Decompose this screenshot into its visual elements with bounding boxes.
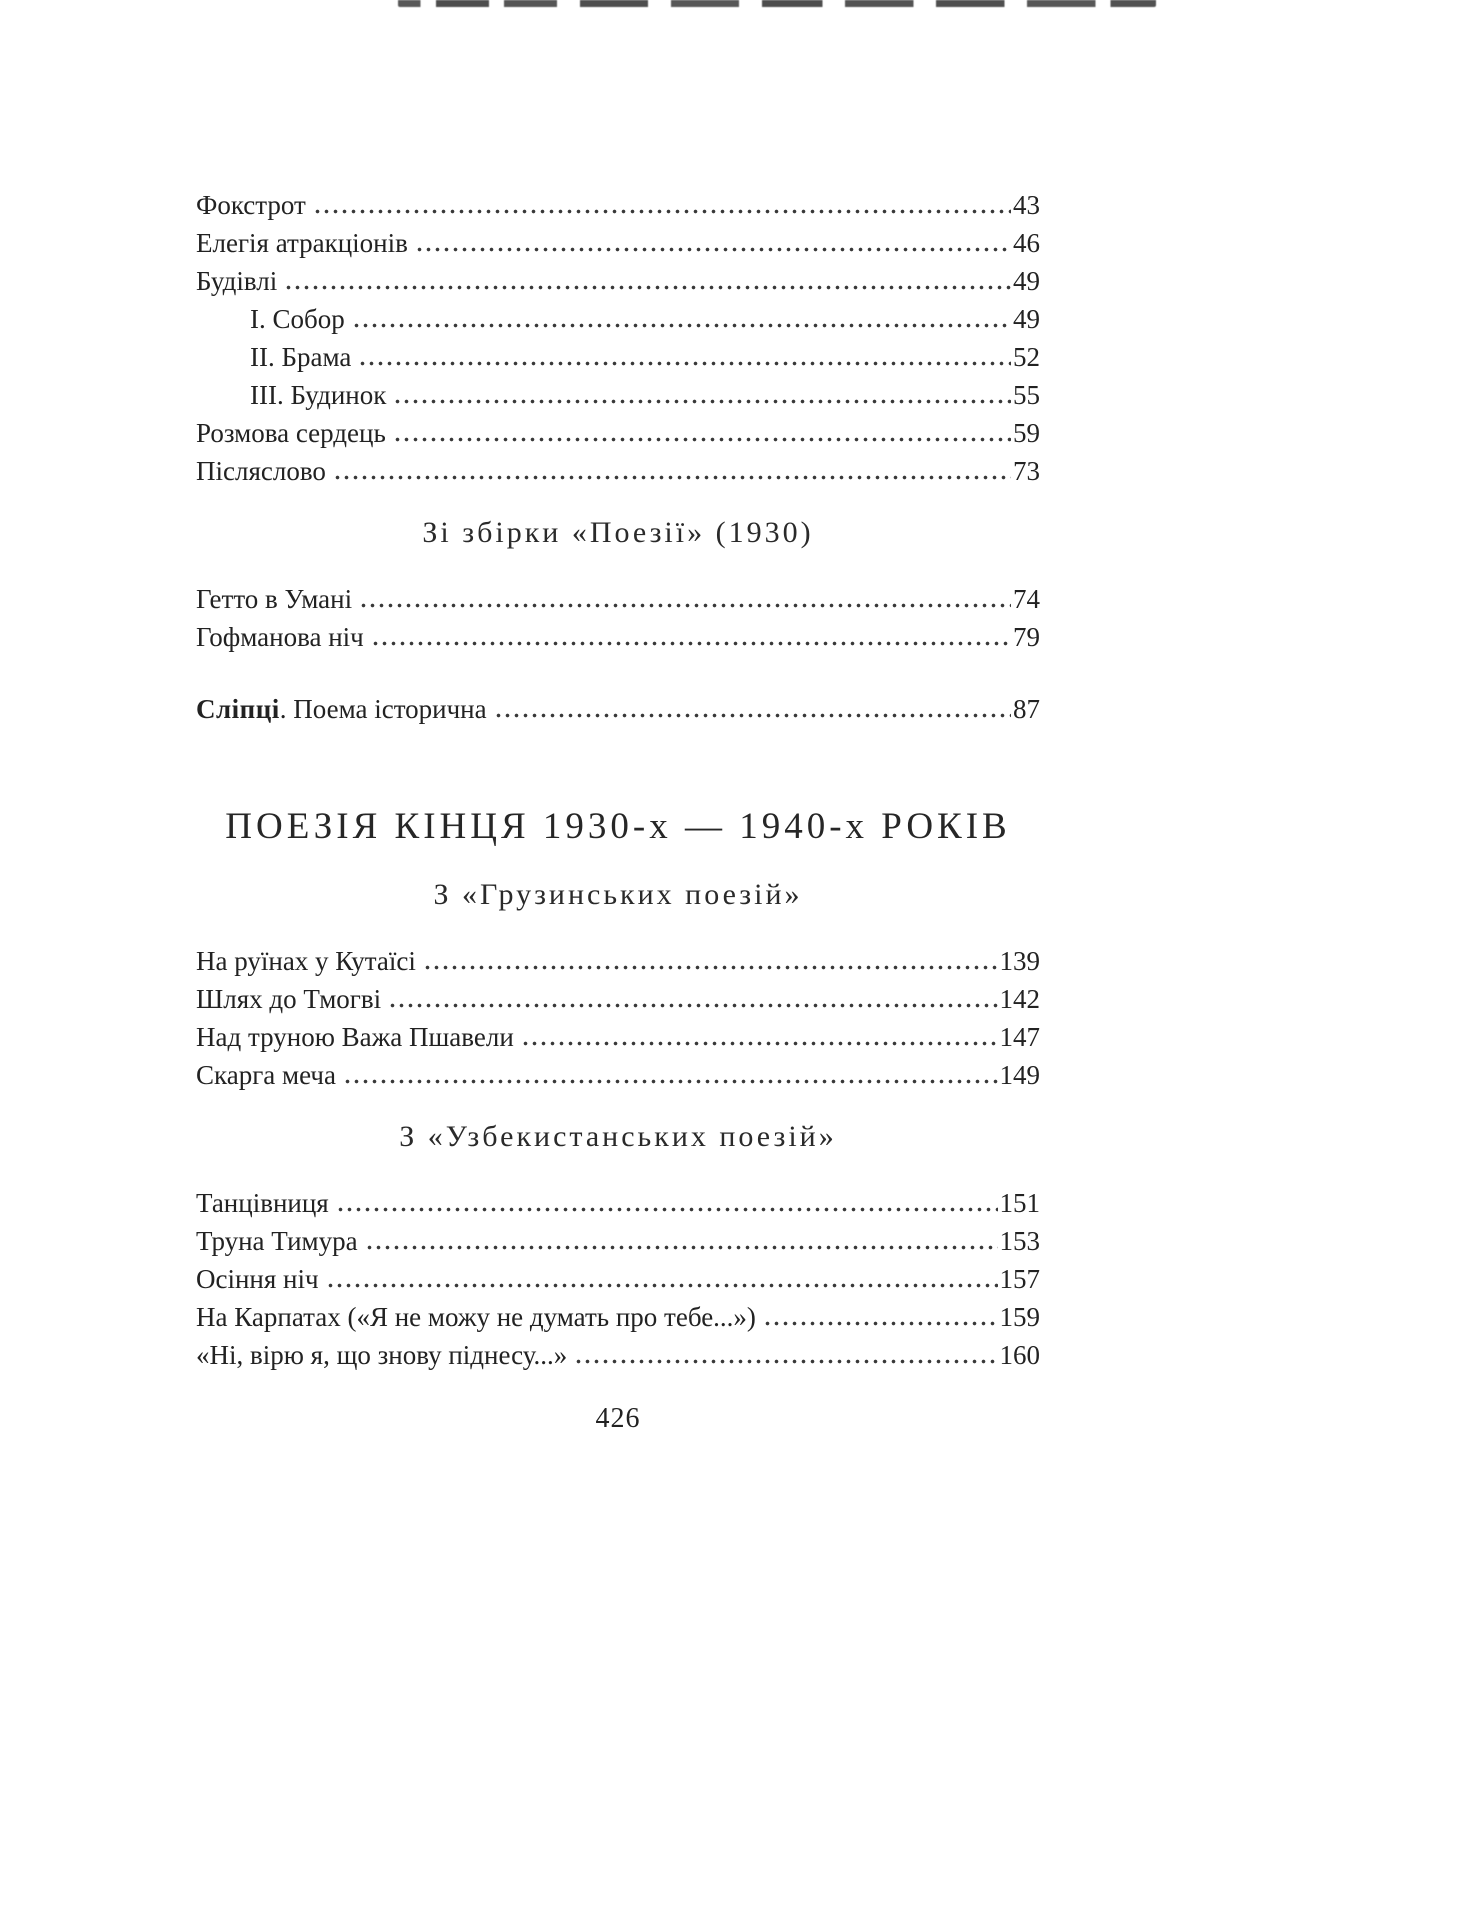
toc-entry bbox=[196, 690, 1040, 728]
toc-entry bbox=[196, 186, 1040, 224]
toc-entry-group bbox=[196, 186, 1040, 490]
toc-entry-title: Гетто в Умані bbox=[196, 584, 353, 614]
section-heading: З «Узбекистанських поезій» bbox=[399, 1120, 837, 1153]
toc-entry bbox=[196, 942, 1040, 980]
toc-entry-title: «Ні, вірю я, що знову піднесу...» bbox=[196, 1340, 568, 1370]
toc-entry-title: Фокстрот bbox=[196, 190, 306, 220]
dot-leader bbox=[282, 262, 1011, 300]
dot-leader bbox=[350, 300, 1011, 338]
toc-entry-page-number: 52 bbox=[1013, 342, 1040, 372]
dot-leader bbox=[391, 414, 1011, 452]
toc bbox=[196, 186, 1040, 1374]
toc-entry-page-number: 74 bbox=[1013, 584, 1040, 614]
dot-leader bbox=[492, 690, 1011, 728]
toc-entry bbox=[196, 618, 1040, 656]
toc-entry bbox=[196, 1184, 1040, 1222]
toc-entry-page-number: 43 bbox=[1013, 190, 1040, 220]
toc-entry-title: Розмова сердець bbox=[196, 418, 386, 448]
toc-entry-page-number: 59 bbox=[1013, 418, 1040, 448]
toc-entry-page-number: 55 bbox=[1013, 380, 1040, 410]
dot-leader bbox=[386, 980, 997, 1018]
toc-entry-title: III. Будинок bbox=[250, 380, 387, 410]
toc-entry bbox=[196, 452, 1040, 490]
toc-entry-page-number: 147 bbox=[999, 1022, 1040, 1052]
toc-entry bbox=[196, 1336, 1040, 1374]
toc-entry bbox=[196, 224, 1040, 262]
toc-entry-title: I. Собор bbox=[250, 304, 345, 334]
toc-entry bbox=[250, 338, 1040, 376]
toc-entry-title: Сліпці. Поема історична bbox=[196, 694, 487, 724]
section-heading-major: ПОЕЗІЯ КІНЦЯ 1930-х — 1940-х РОКІВ bbox=[225, 806, 1011, 847]
toc-entry-title: Осіння ніч bbox=[196, 1264, 319, 1294]
toc-entry-page-number: 87 bbox=[1013, 694, 1040, 724]
toc-entry-page-number: 139 bbox=[999, 946, 1040, 976]
toc-entry-title: На руїнах у Кутаїсі bbox=[196, 946, 416, 976]
toc-entry-page-number: 153 bbox=[999, 1226, 1040, 1256]
dot-leader bbox=[331, 452, 1011, 490]
toc-entry-page-number: 79 bbox=[1013, 622, 1040, 652]
toc-entry-page-number: 73 bbox=[1013, 456, 1040, 486]
toc-entry bbox=[196, 580, 1040, 618]
dot-leader bbox=[391, 376, 1011, 414]
dot-leader bbox=[761, 1298, 998, 1336]
toc-entry bbox=[196, 1260, 1040, 1298]
toc-entry-title: Шлях до Тмогві bbox=[196, 984, 382, 1014]
section-heading: Зі збірки «Поезії» (1930) bbox=[422, 516, 814, 549]
toc-entry bbox=[196, 1056, 1040, 1094]
toc-entry-page-number: 159 bbox=[999, 1302, 1040, 1332]
toc-entry bbox=[250, 376, 1040, 414]
toc-entry bbox=[196, 1222, 1040, 1260]
toc-entry-title: Післяслово bbox=[196, 456, 326, 486]
toc-entry-page-number: 160 bbox=[999, 1340, 1040, 1370]
section-heading: З «Грузинських поезій» bbox=[433, 878, 803, 911]
toc-entry-title: На Карпатах («Я не можу не думать про тебе...») bbox=[196, 1302, 756, 1332]
toc-entry bbox=[250, 300, 1040, 338]
dot-leader bbox=[572, 1336, 997, 1374]
dot-leader bbox=[356, 338, 1011, 376]
toc-entry-page-number: 142 bbox=[999, 984, 1040, 1014]
dot-leader bbox=[341, 1056, 998, 1094]
toc-entry bbox=[196, 1018, 1040, 1056]
toc-entry bbox=[196, 414, 1040, 452]
dot-leader bbox=[519, 1018, 998, 1056]
toc-entry bbox=[196, 1298, 1040, 1336]
toc-entry-title: Танцівниця bbox=[196, 1188, 329, 1218]
toc-entry-page-number: 151 bbox=[999, 1188, 1040, 1218]
toc-entry-title: Гофманова ніч bbox=[196, 622, 364, 652]
toc-entry-title: Над труною Важа Пшавели bbox=[196, 1022, 514, 1052]
toc-entry-page-number: 149 bbox=[999, 1060, 1040, 1090]
toc-entry-page-number: 157 bbox=[999, 1264, 1040, 1294]
toc-entry-title: Скарга меча bbox=[196, 1060, 336, 1090]
toc-entry-title: Будівлі bbox=[196, 266, 278, 296]
toc-entry-page-number: 46 bbox=[1013, 228, 1040, 258]
toc-entry-group bbox=[196, 580, 1040, 656]
toc-entry-title: Елегія атракціонів bbox=[196, 228, 408, 258]
toc-entry bbox=[196, 262, 1040, 300]
toc-entry bbox=[196, 980, 1040, 1018]
toc-entry-group bbox=[196, 942, 1040, 1094]
toc-entry-page-number: 49 bbox=[1013, 266, 1040, 296]
dot-leader bbox=[334, 1184, 998, 1222]
dot-leader bbox=[363, 1222, 998, 1260]
page-number: 426 bbox=[595, 1403, 641, 1434]
dot-leader bbox=[324, 1260, 998, 1298]
dot-leader bbox=[413, 224, 1011, 262]
toc-entry-title: II. Брама bbox=[250, 342, 352, 372]
dot-leader bbox=[357, 580, 1011, 618]
dot-leader bbox=[421, 942, 998, 980]
toc-entry-group bbox=[196, 690, 1040, 728]
dot-leader bbox=[369, 618, 1011, 656]
toc-entry-group bbox=[196, 1184, 1040, 1374]
dot-leader bbox=[311, 186, 1011, 224]
page-top-scan-artifact bbox=[398, 0, 1156, 7]
toc-entry-title: Труна Тимура bbox=[196, 1226, 358, 1256]
toc-entry-page-number: 49 bbox=[1013, 304, 1040, 334]
